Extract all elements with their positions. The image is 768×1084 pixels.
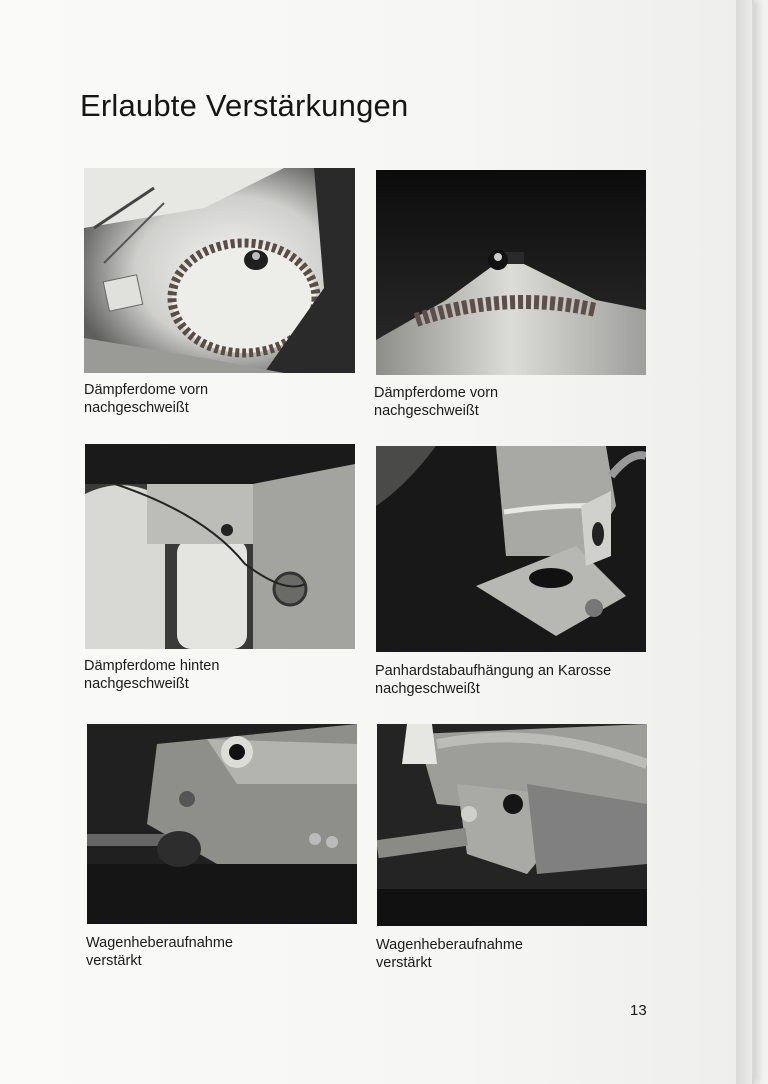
caption-line: verstärkt: [86, 953, 142, 969]
page-number: 13: [630, 1002, 647, 1019]
photo-caption: [374, 384, 498, 420]
caption-line: Dämpferdome hinten: [84, 658, 220, 674]
page-title: Erlaubte Verstärkungen: [80, 88, 409, 123]
photo-rear-strut-dome: [85, 444, 355, 649]
photo-caption: [375, 662, 611, 698]
photo-caption: [84, 381, 208, 417]
photo-jack-point-left: [87, 724, 357, 924]
caption-line: nachgeschweißt: [84, 676, 189, 692]
caption-line: Dämpferdome vorn: [84, 382, 209, 398]
caption-line: nachgeschweißt: [84, 400, 189, 416]
photo-jack-point-right: [377, 724, 647, 926]
photo-panhard-rod-mount: [376, 446, 646, 652]
photo-caption: [84, 657, 219, 693]
caption-line: verstärkt: [376, 955, 432, 971]
caption-line: Dämpferdome vorn: [374, 385, 499, 401]
photo-front-strut-dome-left: [84, 168, 355, 373]
photo-front-strut-dome-right: [376, 170, 646, 375]
caption-line: nachgeschweißt: [374, 403, 479, 419]
caption-line: Wagenheberaufnahme: [86, 935, 233, 951]
photo-caption: [86, 934, 233, 970]
caption-line: nachgeschweißt: [375, 681, 480, 697]
page-edge: [736, 0, 752, 1084]
photo-caption: [376, 936, 523, 972]
caption-line: Panhardstabaufhängung an Karosse: [375, 663, 612, 679]
caption-line: Wagenheberaufnahme: [376, 937, 523, 953]
